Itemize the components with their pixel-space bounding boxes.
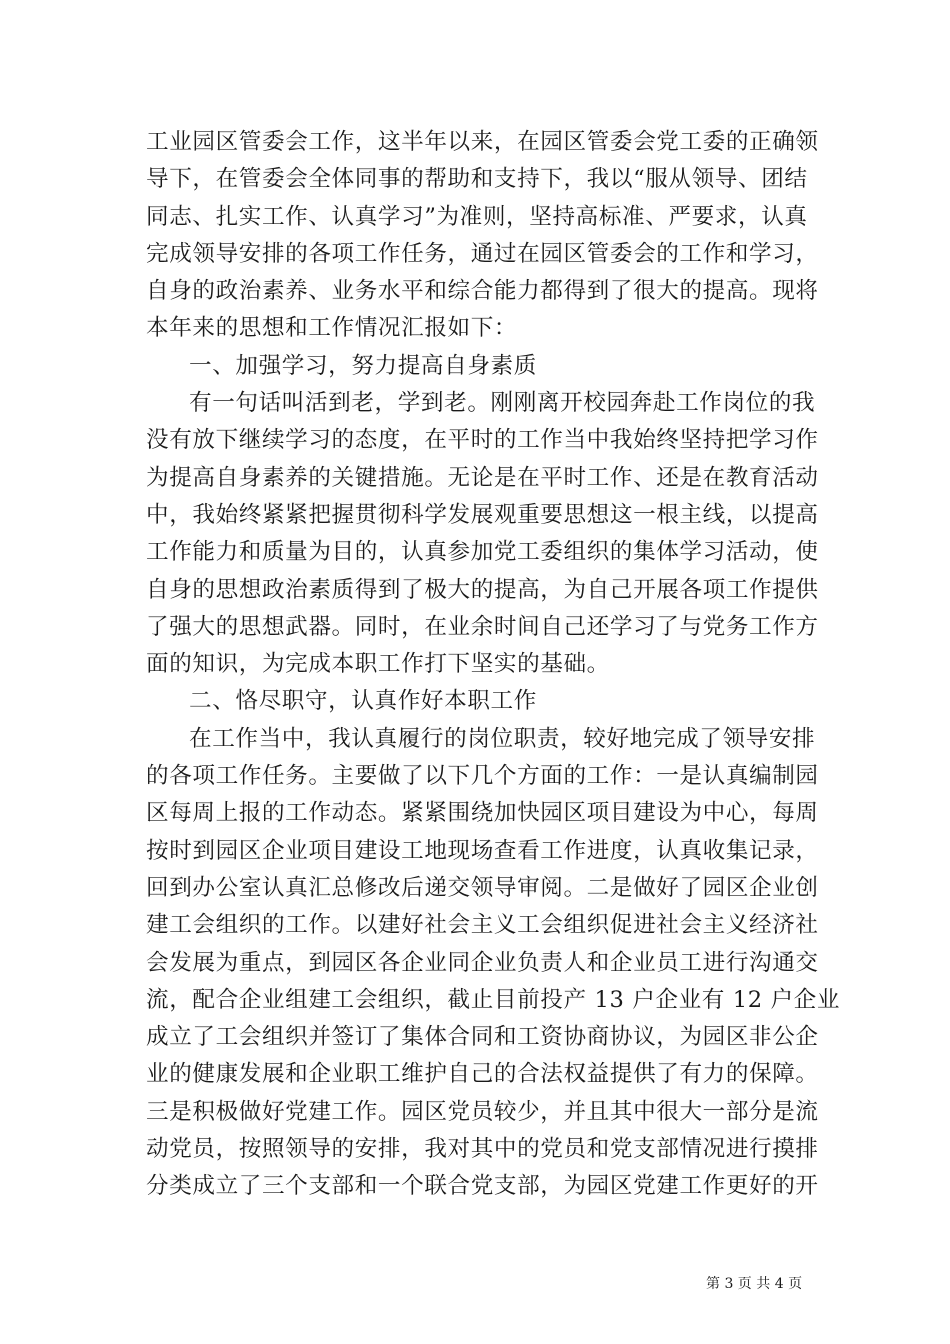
text-line: 面的知识，为完成本职工作打下坚实的基础。 — [146, 651, 610, 678]
text-line: 会发展为重点，到园区各企业同企业负责人和企业员工进行沟通交 — [146, 949, 819, 976]
text-line: 没有放下继续学习的态度，在平时的工作当中我始终坚持把学习作 — [146, 427, 819, 454]
text-line: 同志、扎实工作、认真学习”为准则，坚持高标准、严要求，认真 — [146, 203, 808, 230]
text-line: 建工会组织的工作。以建好社会主义工会组织促进社会主义经济社 — [146, 912, 819, 939]
text-line: 在工作当中，我认真履行的岗位职责，较好地完成了领导安排 — [189, 725, 816, 752]
text-line: 完成领导安排的各项工作任务，通过在园区管委会的工作和学习， — [146, 240, 819, 267]
text-line: 自身的思想政治素质得到了极大的提高，为自己开展各项工作提供 — [146, 576, 819, 603]
text-line: 导下，在管委会全体同事的帮助和支持下，我以“服从领导、团结 — [146, 166, 808, 193]
section-heading: 一、加强学习，努力提高自身素质 — [189, 352, 537, 379]
page-number: 第 3 页 共 4 页 — [706, 1276, 803, 1292]
text-line: 自身的政治素养、业务水平和综合能力都得到了很大的提高。现将 — [146, 278, 819, 305]
document-body — [146, 124, 841, 1206]
text-line: 流，配合企业组建工会组织，截止目前投产 13 户企业有 12 户企业 — [146, 986, 841, 1013]
text-line: 三是积极做好党建工作。园区党员较少，并且其中很大一部分是流 — [146, 1098, 819, 1125]
section-heading: 二、恪尽职守，认真作好本职工作 — [189, 688, 537, 715]
text-line: 有一句话叫活到老，学到老。刚刚离开校园奔赴工作岗位的我 — [189, 390, 816, 417]
text-line: 为提高自身素养的关键措施。无论是在平时工作、还是在教育活动 — [146, 464, 819, 491]
text-line: 按时到园区企业项目建设工地现场查看工作进度，认真收集记录， — [146, 837, 819, 864]
text-line: 本年来的思想和工作情况汇报如下： — [146, 315, 518, 342]
text-line: 的各项工作任务。主要做了以下几个方面的工作：一是认真编制园 — [146, 763, 819, 790]
text-line: 业的健康发展和企业职工维护自己的合法权益提供了有力的保障。 — [146, 1061, 819, 1088]
text-line: 中，我始终紧紧把握贯彻科学发展观重要思想这一根主线，以提高 — [146, 501, 819, 528]
text-line: 了强大的思想武器。同时，在业余时间自己还学习了与党务工作方 — [146, 613, 819, 640]
text-line: 分类成立了三个支部和一个联合党支部，为园区党建工作更好的开 — [146, 1173, 819, 1200]
text-line: 工作能力和质量为目的，认真参加党工委组织的集体学习活动，使 — [146, 539, 819, 566]
text-line: 工业园区管委会工作，这半年以来，在园区管委会党工委的正确领 — [146, 129, 819, 155]
text-line: 区每周上报的工作动态。紧紧围绕加快园区项目建设为中心，每周 — [146, 800, 819, 827]
text-line: 动党员，按照领导的安排，我对其中的党员和党支部情况进行摸排 — [146, 1136, 819, 1163]
text-line: 成立了工会组织并签订了集体合同和工资协商协议，为园区非公企 — [146, 1024, 819, 1051]
text-line: 回到办公室认真汇总修改后递交领导审阅。二是做好了园区企业创 — [146, 874, 819, 901]
